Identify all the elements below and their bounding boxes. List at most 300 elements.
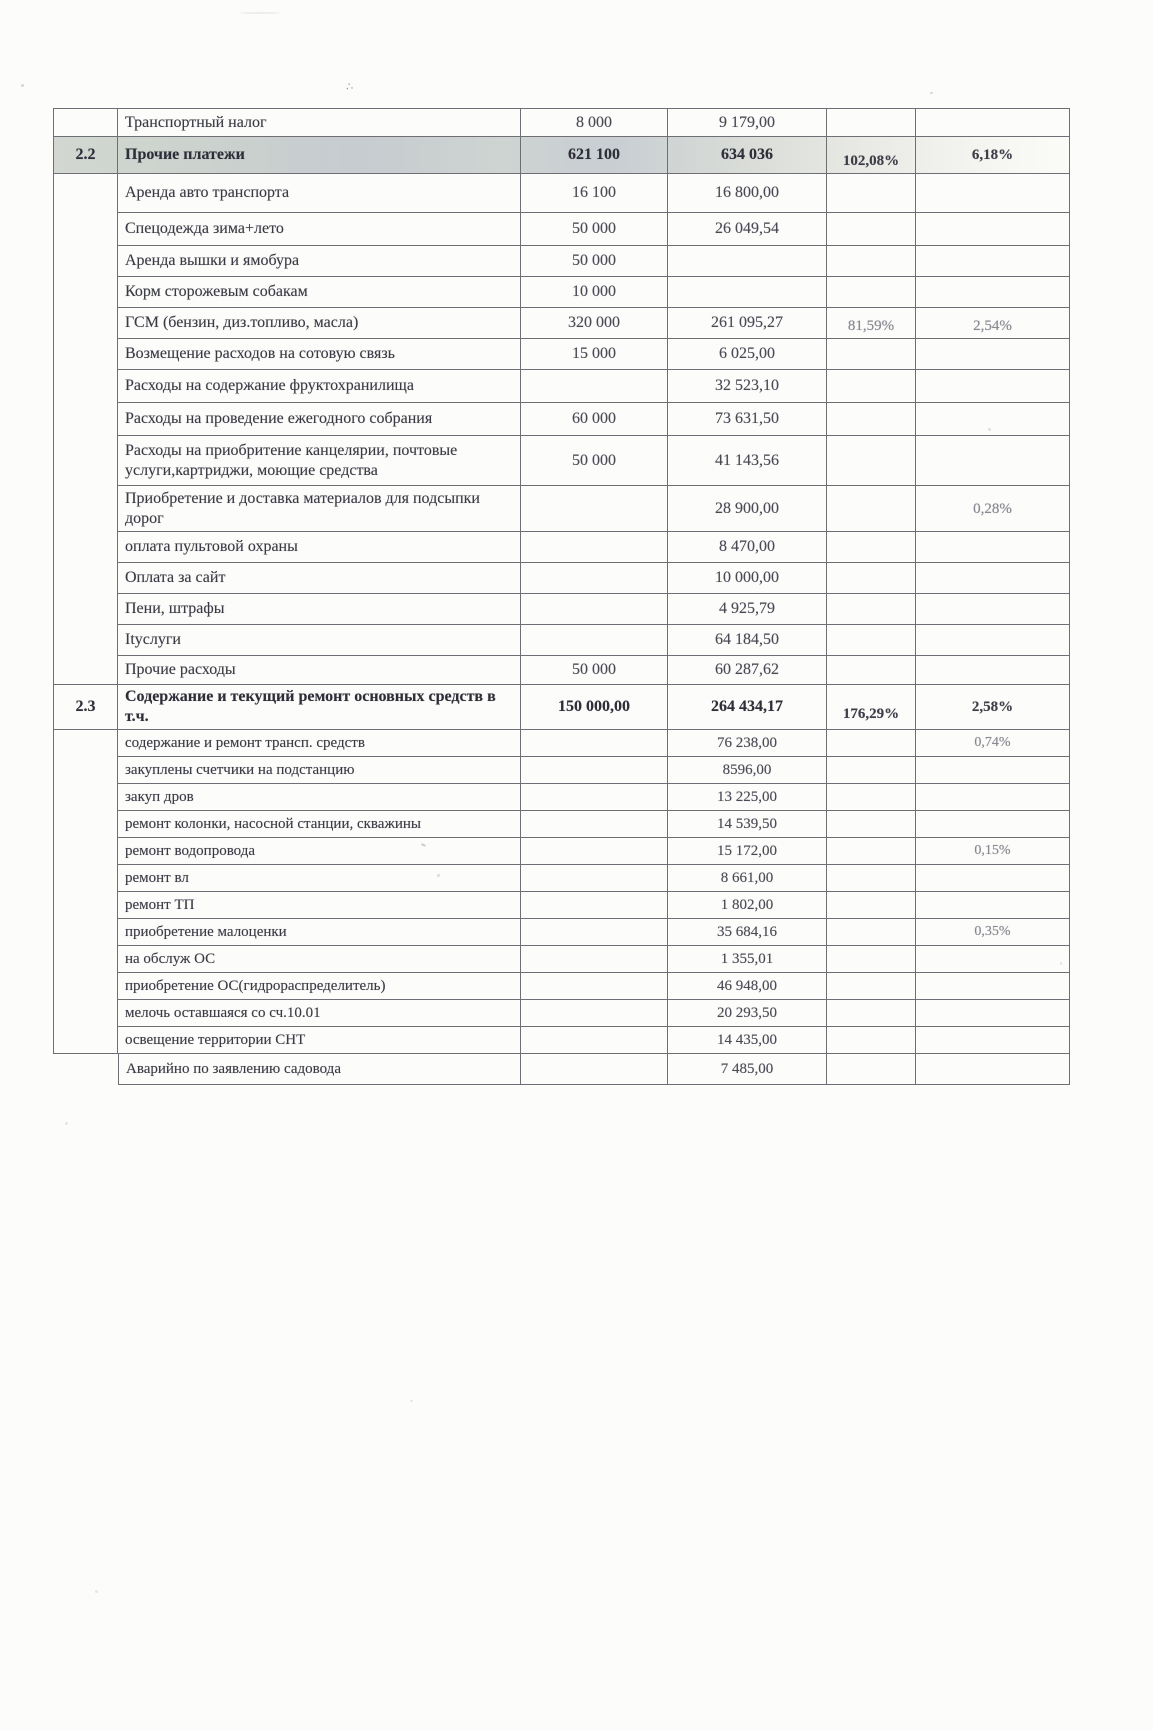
- row-number-cell: [53, 811, 118, 838]
- percent-execution-cell: [827, 811, 916, 838]
- row-number-cell: [53, 656, 118, 685]
- fact-value-cell-text: 4 925,79: [719, 600, 775, 618]
- percent-execution-cell: [827, 563, 916, 594]
- table-row: [53, 213, 1070, 246]
- fact-value-cell-text: 41 143,56: [715, 451, 779, 469]
- fact-value-cell: [668, 563, 827, 594]
- table-row: [53, 919, 1070, 946]
- percent-execution-cell: [827, 339, 916, 370]
- plan-value-cell: [521, 246, 668, 277]
- percent-share-cell: [916, 108, 1070, 137]
- row-label-cell-text: Транспортный налог: [125, 113, 267, 131]
- row-label-cell-text: Прочие расходы: [125, 661, 236, 679]
- table-row: [53, 1000, 1070, 1027]
- percent-execution-cell: [827, 108, 916, 137]
- row-number-cell: [53, 532, 118, 563]
- table-row: [53, 625, 1070, 656]
- percent-share-cell: [916, 1027, 1070, 1054]
- percent-share-cell: [916, 757, 1070, 784]
- plan-value-cell-text: 50 000: [572, 220, 616, 238]
- row-number-cell: [53, 919, 118, 946]
- plan-value-cell: [521, 730, 668, 757]
- fact-value-cell: [668, 656, 827, 685]
- percent-share-cell: [916, 892, 1070, 919]
- row-label-cell: [118, 838, 521, 865]
- fact-value-cell: [668, 625, 827, 656]
- fact-value-cell-text: 264 434,17: [711, 698, 783, 716]
- percent-share-cell: [916, 946, 1070, 973]
- fact-value-cell: [668, 594, 827, 625]
- fact-value-cell: [668, 403, 827, 436]
- plan-value-cell: [521, 339, 668, 370]
- row-label-cell: [118, 656, 521, 685]
- table-row: [53, 486, 1070, 532]
- row-number-cell: [53, 308, 118, 339]
- row-number-cell: [53, 436, 118, 486]
- fact-value-cell: [668, 757, 827, 784]
- table-row: [53, 403, 1070, 436]
- plan-value-cell-text: 50 000: [572, 252, 616, 270]
- scan-speck: [930, 92, 933, 94]
- percent-execution-cell-text: 176,29%: [842, 705, 900, 722]
- fact-value-cell: [668, 730, 827, 757]
- plan-value-cell: [521, 213, 668, 246]
- percent-share-cell: [916, 174, 1070, 213]
- row-label-cell: [118, 1000, 521, 1027]
- fact-value-cell-text: 14 435,00: [717, 1031, 777, 1048]
- percent-share-cell: [916, 656, 1070, 685]
- row-label-cell: [118, 757, 521, 784]
- row-label-cell: [118, 563, 521, 594]
- table-row: [53, 838, 1070, 865]
- fact-value-cell-text: 15 172,00: [717, 842, 777, 859]
- fact-value-cell: [668, 811, 827, 838]
- fact-value-cell-text: 10 000,00: [715, 569, 779, 587]
- percent-execution-cell: [827, 594, 916, 625]
- table-row: [53, 137, 1070, 174]
- plan-value-cell: [521, 532, 668, 563]
- fact-value-cell: [668, 1000, 827, 1027]
- row-label-cell: [118, 532, 521, 563]
- fact-value-cell: [668, 339, 827, 370]
- percent-share-cell-text: 0,35%: [974, 924, 1011, 940]
- percent-share-cell: [916, 811, 1070, 838]
- percent-execution-cell: [827, 757, 916, 784]
- fact-value-cell-text: 1 802,00: [720, 896, 774, 913]
- percent-share-cell: [916, 563, 1070, 594]
- fact-value-cell: [668, 1027, 827, 1054]
- fact-value-cell: [668, 1054, 827, 1085]
- plan-value-cell-text: 15 000: [572, 345, 616, 363]
- percent-share-cell-text: 0,15%: [974, 843, 1011, 859]
- plan-value-cell-text: 50 000: [572, 661, 616, 679]
- plan-value-cell: [521, 174, 668, 213]
- plan-value-cell: [521, 436, 668, 486]
- fact-value-cell-text: 28 900,00: [715, 499, 779, 517]
- plan-value-cell: [521, 973, 668, 1000]
- percent-share-cell: [916, 246, 1070, 277]
- fact-value-cell: [668, 784, 827, 811]
- row-label-cell-text: Аренда авто транспорта: [125, 184, 290, 202]
- table-row: [53, 811, 1070, 838]
- row-label-cell: [118, 973, 521, 1000]
- table-row: [53, 308, 1070, 339]
- percent-execution-cell: [827, 625, 916, 656]
- plan-value-cell-text: 320 000: [568, 314, 620, 332]
- percent-share-cell-text: 0,28%: [973, 501, 1012, 517]
- fact-value-cell-text: 7 485,00: [720, 1060, 774, 1077]
- fact-value-cell-text: 9 179,00: [719, 113, 775, 131]
- row-label-cell: [118, 174, 521, 213]
- row-number-cell-text: 2.3: [75, 698, 96, 716]
- percent-share-cell-text: 6,18%: [971, 146, 1014, 163]
- row-label-cell-text: Аренда вышки и ямобура: [125, 252, 300, 270]
- row-label-cell-text: приобретение малоценки: [125, 923, 287, 940]
- percent-execution-cell: [827, 532, 916, 563]
- row-label-cell: [118, 486, 521, 532]
- percent-share-cell: [916, 838, 1070, 865]
- row-number-cell: [53, 246, 118, 277]
- row-label-cell-text: приобретение ОС(гидрораспределитель): [125, 977, 386, 994]
- percent-execution-cell: [827, 370, 916, 403]
- plan-value-cell: [521, 656, 668, 685]
- row-number-cell: [53, 1027, 118, 1054]
- scan-speck: [95, 1590, 98, 1593]
- percent-share-cell: [916, 594, 1070, 625]
- fact-value-cell-text: 26 049,54: [715, 220, 779, 238]
- percent-execution-cell: [827, 973, 916, 1000]
- row-label-cell-text: ремонт водопровода: [125, 842, 256, 859]
- row-label-cell-text: оплата пультовой охраны: [125, 538, 298, 556]
- row-label-cell-text: закуплены счетчики на подстанцию: [125, 761, 355, 778]
- row-label-cell: [118, 865, 521, 892]
- row-label-cell: [118, 625, 521, 656]
- scan-speck: [21, 84, 24, 87]
- fact-value-cell: [668, 370, 827, 403]
- row-number-cell: [53, 370, 118, 403]
- table-row: [53, 246, 1070, 277]
- percent-share-cell: [916, 436, 1070, 486]
- plan-value-cell: [521, 838, 668, 865]
- fact-value-cell: [668, 919, 827, 946]
- row-label-cell-text: Содержание и текущий ремонт основных средств в т.ч.: [125, 688, 496, 725]
- row-number-cell: [53, 137, 118, 174]
- percent-execution-cell: [827, 174, 916, 213]
- fact-value-cell-text: 76 238,00: [717, 734, 777, 751]
- plan-value-cell-text: 50 000: [572, 451, 616, 469]
- row-number-cell: [53, 1000, 118, 1027]
- row-label-cell: [118, 403, 521, 436]
- plan-value-cell: [521, 370, 668, 403]
- scan-speck: [65, 1122, 68, 1125]
- plan-value-cell: [521, 685, 668, 730]
- fact-value-cell-text: 1 355,01: [720, 950, 774, 967]
- row-label-cell-text: Расходы на содержание фруктохранилища: [125, 377, 414, 395]
- row-number-cell: [53, 563, 118, 594]
- fact-value-cell-text: 8 470,00: [719, 538, 775, 556]
- fact-value-cell: [668, 865, 827, 892]
- percent-execution-cell: [827, 436, 916, 486]
- row-label-cell-text: Ityслуги: [125, 631, 181, 649]
- plan-value-cell: [521, 757, 668, 784]
- fact-value-cell: [668, 892, 827, 919]
- percent-execution-cell: [827, 1027, 916, 1054]
- row-label-cell-text: Аварийно по заявлению садовода: [126, 1060, 341, 1077]
- row-number-cell: [53, 865, 118, 892]
- percent-share-cell: [916, 486, 1070, 532]
- table-row: [53, 656, 1070, 685]
- table-row: [53, 339, 1070, 370]
- percent-share-cell: [916, 137, 1070, 174]
- percent-execution-cell-text: 102,08%: [842, 153, 900, 170]
- percent-execution-cell: [827, 919, 916, 946]
- fact-value-cell-text: 32 523,10: [715, 377, 779, 395]
- table-row: [53, 174, 1070, 213]
- plan-value-cell: [521, 308, 668, 339]
- table-row: [53, 946, 1070, 973]
- row-number-cell: [53, 594, 118, 625]
- fact-value-cell: [668, 486, 827, 532]
- fact-value-cell-text: 46 948,00: [717, 977, 777, 994]
- percent-share-cell: [916, 532, 1070, 563]
- fact-value-cell: [668, 685, 827, 730]
- percent-share-cell: [916, 1000, 1070, 1027]
- row-label-cell-text: освещение территории СНТ: [125, 1031, 306, 1048]
- fact-value-cell-text: 35 684,16: [717, 923, 777, 940]
- row-number-cell: [53, 757, 118, 784]
- percent-execution-cell: [827, 277, 916, 308]
- row-label-cell-text: на обслуж ОС: [125, 950, 216, 967]
- percent-execution-cell-text: 81,59%: [847, 318, 895, 335]
- plan-value-cell: [521, 486, 668, 532]
- fact-value-cell: [668, 973, 827, 1000]
- table-row: [53, 973, 1070, 1000]
- fact-value-cell-text: 60 287,62: [715, 661, 779, 679]
- row-label-cell-text: Корм сторожевым собакам: [125, 283, 308, 301]
- table-row: [53, 865, 1070, 892]
- row-number-cell: [53, 625, 118, 656]
- row-label-cell-text: Возмещение расходов на сотовую связь: [125, 345, 395, 363]
- percent-share-cell: [916, 730, 1070, 757]
- percent-share-cell-text: 2,54%: [973, 318, 1012, 335]
- fact-value-cell-text: 73 631,50: [715, 410, 779, 428]
- row-label-cell: [118, 784, 521, 811]
- row-label-cell-text: мелочь оставшаяся со сч.10.01: [125, 1004, 321, 1021]
- row-label-cell: [118, 946, 521, 973]
- plan-value-cell: [521, 137, 668, 174]
- scan-speck: [240, 12, 280, 14]
- row-label-cell: [118, 811, 521, 838]
- table-row: [53, 436, 1070, 486]
- row-label-cell: [118, 108, 521, 137]
- fact-value-cell: [668, 436, 827, 486]
- plan-value-cell-text: 10 000: [572, 283, 616, 301]
- row-number-cell: [53, 277, 118, 308]
- row-label-cell: [118, 919, 521, 946]
- percent-share-cell: [916, 308, 1070, 339]
- percent-share-cell: [916, 865, 1070, 892]
- plan-value-cell: [521, 865, 668, 892]
- table-row: [53, 730, 1070, 757]
- percent-execution-cell: [827, 730, 916, 757]
- row-number-cell: [53, 784, 118, 811]
- table-row: [53, 108, 1070, 137]
- percent-execution-cell: [827, 946, 916, 973]
- row-label-cell-text: ГСМ (бензин, диз.топливо, масла): [125, 314, 359, 332]
- row-label-cell: [118, 436, 521, 486]
- table-row: [53, 370, 1070, 403]
- row-number-cell: [53, 213, 118, 246]
- fact-value-cell: [668, 137, 827, 174]
- row-label-cell-text: Оплата за сайт: [125, 569, 226, 587]
- row-label-cell: [118, 277, 521, 308]
- percent-execution-cell: [827, 486, 916, 532]
- plan-value-cell: [521, 108, 668, 137]
- percent-execution-cell: [827, 213, 916, 246]
- plan-value-cell: [521, 625, 668, 656]
- row-number-cell: [53, 108, 118, 137]
- fact-value-cell-text: 6 025,00: [719, 345, 775, 363]
- plan-value-cell-text: 150 000,00: [558, 698, 630, 716]
- row-label-cell-text: ремонт вл: [125, 869, 189, 886]
- plan-value-cell: [521, 784, 668, 811]
- percent-execution-cell: [827, 685, 916, 730]
- percent-share-cell: [916, 277, 1070, 308]
- table-row: [53, 784, 1070, 811]
- row-label-cell-text: Спецодежда зима+лето: [125, 220, 284, 238]
- percent-share-cell: [916, 919, 1070, 946]
- fact-value-cell-text: 14 539,50: [717, 815, 777, 832]
- table-row: [53, 892, 1070, 919]
- table-row: [53, 757, 1070, 784]
- table-row: [53, 685, 1070, 730]
- row-number-cell: [53, 486, 118, 532]
- percent-execution-cell: [827, 1054, 916, 1085]
- row-number-cell-text: 2.2: [75, 146, 96, 164]
- scan-triangle-dots-mark: ∴: [345, 80, 355, 94]
- percent-share-cell: [916, 339, 1070, 370]
- row-number-cell: [53, 946, 118, 973]
- row-number-cell: [53, 838, 118, 865]
- row-label-cell: [118, 594, 521, 625]
- scan-speck: [410, 1400, 413, 1402]
- expense-table: [53, 108, 1070, 1085]
- plan-value-cell: [521, 594, 668, 625]
- row-label-cell-text: Прочие платежи: [125, 146, 245, 164]
- fact-value-cell-text: 20 293,50: [717, 1004, 777, 1021]
- fact-value-cell: [668, 277, 827, 308]
- fact-value-cell: [668, 108, 827, 137]
- percent-execution-cell: [827, 137, 916, 174]
- percent-share-cell: [916, 1054, 1070, 1085]
- table-row: [53, 594, 1070, 625]
- row-number-cell: [53, 174, 118, 213]
- plan-value-cell: [521, 919, 668, 946]
- fact-value-cell: [668, 532, 827, 563]
- fact-value-cell: [668, 308, 827, 339]
- row-label-cell: [118, 339, 521, 370]
- row-label-cell-text: ремонт ТП: [125, 896, 195, 913]
- fact-value-cell-text: 634 036: [721, 146, 773, 164]
- percent-execution-cell: [827, 838, 916, 865]
- fact-value-cell-text: 8 661,00: [720, 869, 774, 886]
- percent-execution-cell: [827, 784, 916, 811]
- row-label-cell: [118, 1054, 521, 1085]
- plan-value-cell: [521, 403, 668, 436]
- plan-value-cell: [521, 1054, 668, 1085]
- row-label-cell-text: закуп дров: [125, 788, 194, 805]
- plan-value-cell-text: 16 100: [572, 184, 616, 202]
- plan-value-cell: [521, 1000, 668, 1027]
- percent-execution-cell: [827, 656, 916, 685]
- row-label-cell: [118, 685, 521, 730]
- row-number-cell: [53, 339, 118, 370]
- row-label-cell: [118, 137, 521, 174]
- row-label-cell: [118, 730, 521, 757]
- plan-value-cell: [521, 811, 668, 838]
- row-label-cell: [118, 1027, 521, 1054]
- fact-value-cell-text: 13 225,00: [717, 788, 777, 805]
- percent-share-cell: [916, 403, 1070, 436]
- plan-value-cell: [521, 892, 668, 919]
- plan-value-cell-text: 8 000: [576, 113, 612, 131]
- percent-share-cell: [916, 784, 1070, 811]
- table-row: [53, 532, 1070, 563]
- percent-share-cell-text: 0,74%: [974, 735, 1011, 751]
- percent-share-cell: [916, 973, 1070, 1000]
- percent-execution-cell: [827, 865, 916, 892]
- table-row: [53, 1054, 1070, 1085]
- percent-execution-cell: [827, 308, 916, 339]
- table-row: [53, 277, 1070, 308]
- row-label-cell: [118, 246, 521, 277]
- row-label-cell-text: Расходы на приобритение канцелярии, почтовые услуги,картриджи, моющие средства: [125, 441, 458, 479]
- percent-share-cell-text: 2,58%: [971, 698, 1014, 715]
- fact-value-cell: [668, 838, 827, 865]
- row-number-cell: [53, 685, 118, 730]
- percent-share-cell: [916, 213, 1070, 246]
- row-label-cell-text: ремонт колонки, насосной станции, скважины: [125, 815, 421, 832]
- table-row: [53, 563, 1070, 594]
- row-number-cell: [53, 1054, 118, 1085]
- fact-value-cell-text: 16 800,00: [715, 184, 779, 202]
- row-label-cell-text: Пени, штрафы: [125, 600, 225, 618]
- plan-value-cell: [521, 1027, 668, 1054]
- plan-value-cell: [521, 563, 668, 594]
- table-row: [53, 1027, 1070, 1054]
- plan-value-cell: [521, 277, 668, 308]
- percent-execution-cell: [827, 403, 916, 436]
- plan-value-cell-text: 60 000: [572, 410, 616, 428]
- percent-execution-cell: [827, 246, 916, 277]
- row-number-cell: [53, 973, 118, 1000]
- row-number-cell: [53, 730, 118, 757]
- fact-value-cell: [668, 213, 827, 246]
- fact-value-cell-text: 64 184,50: [715, 631, 779, 649]
- row-label-cell-text: Расходы на проведение ежегодного собрания: [125, 410, 433, 428]
- percent-execution-cell: [827, 1000, 916, 1027]
- percent-execution-cell: [827, 892, 916, 919]
- fact-value-cell: [668, 174, 827, 213]
- fact-value-cell-text: 261 095,27: [711, 314, 783, 332]
- row-label-cell-text: содержание и ремонт трансп. средств: [125, 734, 365, 751]
- plan-value-cell: [521, 946, 668, 973]
- row-number-cell: [53, 892, 118, 919]
- row-label-cell: [118, 370, 521, 403]
- row-label-cell: [118, 213, 521, 246]
- percent-share-cell: [916, 685, 1070, 730]
- fact-value-cell-text: 8596,00: [722, 761, 772, 778]
